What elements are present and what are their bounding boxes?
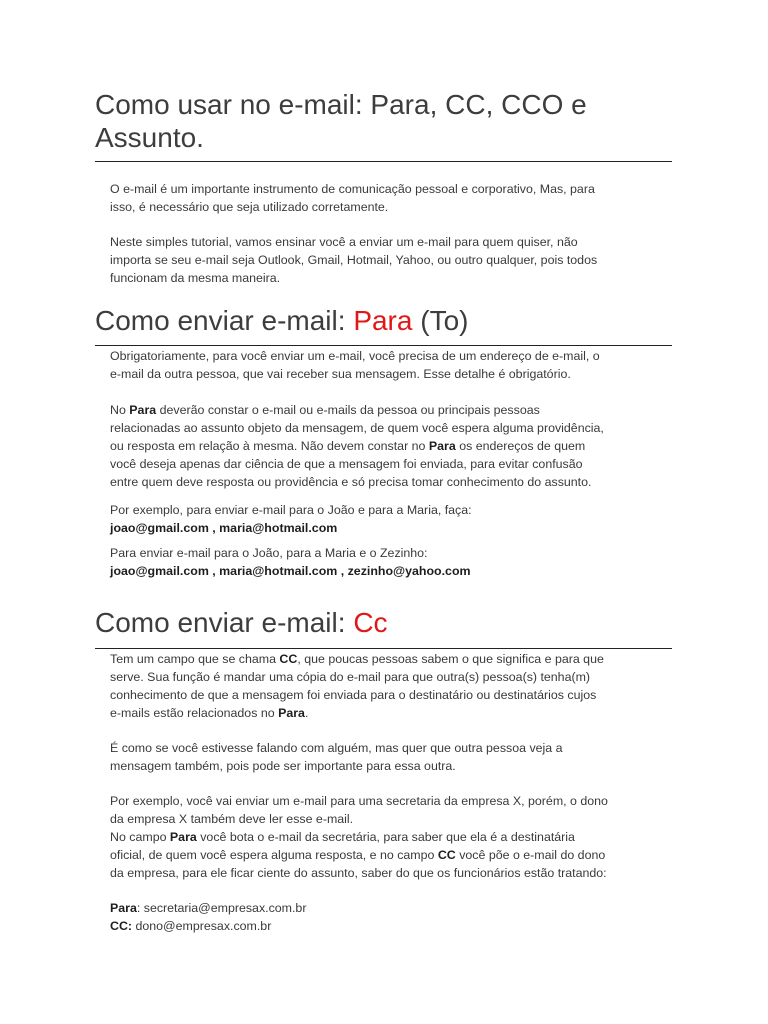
- text-line: entre quem deve resposta ou providência e só precisa tomar conhecimento do assunto.: [110, 474, 592, 489]
- bold-term: Para: [428, 438, 456, 453]
- text-line: [110, 402, 660, 420]
- section-heading-cc: [95, 607, 685, 639]
- text-line: serve. Sua função é mandar uma cópia do e-mail para que outra(s) pessoa(s) tenha(m): [110, 669, 591, 684]
- text-run: os endereços de quem: [455, 438, 586, 453]
- field-label: Para: [110, 901, 137, 915]
- bold-term: Para: [169, 829, 197, 844]
- section-divider: [95, 648, 672, 649]
- para-field-example: [110, 900, 660, 918]
- example-2: [110, 545, 660, 581]
- field-value: dono@empresax.com.br: [132, 918, 272, 933]
- text-run: No campo: [110, 829, 170, 844]
- text-line: você deseja apenas dar ciência de que a mensagem foi enviada, para evitar confusão: [110, 456, 583, 471]
- section-heading-para: [95, 305, 685, 337]
- heading-text: Como enviar e-mail:: [95, 607, 354, 638]
- heading-text: (To): [412, 305, 469, 336]
- text-line: [110, 438, 660, 456]
- para-paragraph-1: [110, 348, 660, 384]
- text-line: Por exemplo, você vai enviar um e-mail para uma secretaria da empresa X, porém, o dono: [110, 794, 608, 808]
- page-title: [95, 88, 685, 154]
- bold-term: CC: [437, 847, 456, 862]
- cc-field-example: [110, 918, 660, 936]
- cc-paragraph-3: [110, 793, 660, 883]
- text-line: isso, é necessário que seja utilizado corretamente.: [110, 199, 389, 214]
- text-line: [110, 705, 660, 723]
- page-title-line-1: Como usar no e-mail: Para, CC, CCO e: [95, 89, 587, 120]
- text-line: É como se você estivesse falando com alguém, mas quer que outra pessoa veja a: [110, 741, 563, 755]
- field-label: CC:: [110, 918, 133, 933]
- heading-text: Como enviar e-mail:: [95, 305, 354, 336]
- text-line: O e-mail é um importante instrumento de comunicação pessoal e corporativo, Mas, para: [110, 182, 595, 196]
- section-divider: [95, 345, 672, 346]
- text-run: deverão constar o e-mail ou e-mails da pessoa ou principais pessoas: [156, 403, 540, 417]
- heading-highlight: Cc: [353, 607, 388, 638]
- text-run: você põe o e-mail do dono: [455, 847, 606, 862]
- text-line: [110, 847, 660, 865]
- heading-highlight: Para: [353, 305, 413, 336]
- text-line: [110, 829, 660, 847]
- text-run: você bota o e-mail da secretária, para saber que ela é a destinatária: [196, 829, 575, 844]
- text-line: da empresa, para ele ficar ciente do assunto, saber do que os funcionários estão tratando:: [110, 865, 607, 880]
- page-title-line-2: Assunto.: [95, 122, 204, 153]
- text-line: e-mail da outra pessoa, que vai receber sua mensagem. Esse detalhe é obrigatório.: [110, 366, 571, 381]
- bold-term: Para: [129, 403, 157, 417]
- text-run: ou resposta em relação à mesma. Não devem constar no: [110, 438, 429, 453]
- example-emails: joao@gmail.com , maria@hotmail.com , zezinho@yahoo.com: [110, 563, 471, 578]
- text-run: Tem um campo que se chama: [110, 652, 280, 666]
- intro-paragraph-1: [110, 181, 660, 217]
- text-run: e-mails estão relacionados no: [110, 705, 279, 720]
- text-line: da empresa X também deve ler esse e-mail.: [110, 811, 354, 826]
- text-line: [110, 651, 660, 669]
- text-line: relacionadas ao assunto objeto da mensagem, de quem você espera alguma providência,: [110, 420, 604, 435]
- cc-paragraph-2: [110, 740, 660, 776]
- intro-paragraph-2: [110, 234, 660, 288]
- text-run: .: [304, 705, 309, 720]
- text-run: , que poucas pessoas sabem o que significa e para que: [297, 652, 604, 666]
- text-line: Obrigatoriamente, para você enviar um e-mail, você precisa de um endereço de e-mail, o: [110, 349, 600, 363]
- text-run: oficial, de quem você espera alguma resposta, e no campo: [110, 847, 438, 862]
- text-line: importa se seu e-mail seja Outlook, Gmail, Hotmail, Yahoo, ou outro qualquer, pois todos: [110, 252, 598, 267]
- para-paragraph-2: [110, 402, 660, 492]
- cc-example-fields: [110, 900, 660, 936]
- bold-term: Para: [278, 705, 305, 720]
- bold-term: CC: [279, 652, 298, 666]
- text-line: Para enviar e-mail para o João, para a Maria e o Zezinho:: [110, 546, 428, 560]
- text-line: mensagem também, pois pode ser importante para essa outra.: [110, 758, 456, 773]
- example-emails: joao@gmail.com , maria@hotmail.com: [110, 520, 338, 535]
- example-1: [110, 502, 660, 538]
- title-divider: [95, 161, 672, 162]
- text-line: Por exemplo, para enviar e-mail para o João e para a Maria, faça:: [110, 503, 472, 517]
- field-value: : secretaria@empresax.com.br: [136, 901, 307, 915]
- cc-paragraph-1: [110, 651, 660, 723]
- text-line: funcionam da mesma maneira.: [110, 270, 281, 285]
- text-line: Neste simples tutorial, vamos ensinar você a enviar um e-mail para quem quiser, não: [110, 235, 578, 249]
- text-run: No: [110, 403, 130, 417]
- text-line: conhecimento de que a mensagem foi enviada para o destinatário ou destinatários cujos: [110, 687, 597, 702]
